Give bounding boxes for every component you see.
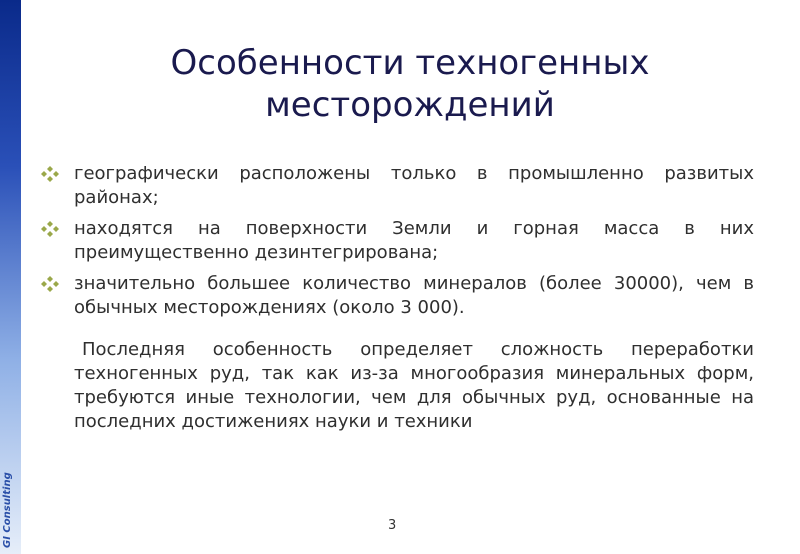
title-line-2: месторождений	[265, 85, 555, 125]
list-item	[38, 217, 754, 265]
page-number: 3	[388, 518, 397, 533]
four-diamond-bullet-icon	[40, 221, 60, 237]
company-logo-text: GI Consulting	[2, 472, 13, 548]
side-gradient-bar	[0, 0, 21, 554]
four-diamond-bullet-icon	[40, 276, 60, 292]
list-item	[38, 162, 754, 210]
bullet-text: географически расположены только в промышленно развитых районах;	[74, 163, 754, 208]
slide-title	[60, 42, 760, 126]
summary-paragraph: Последняя особенность определяет сложность переработки техногенных руд, так как из-за многообразия минеральных форм, требуются иные технологии, чем для обычных руд, основанные на последних достижениях науки и техники	[74, 339, 754, 432]
list-item	[38, 272, 754, 320]
bullet-list	[38, 162, 754, 327]
bullet-text: значительно большее количество минералов (более 30000), чем в обычных месторождениях (около 3 000).	[74, 273, 754, 318]
title-line-1: Особенности техногенных	[170, 43, 650, 83]
four-diamond-bullet-icon	[40, 166, 60, 182]
bullet-text: находятся на поверхности Земли и горная масса в них преимущественно дезинтегрирована;	[74, 218, 754, 263]
